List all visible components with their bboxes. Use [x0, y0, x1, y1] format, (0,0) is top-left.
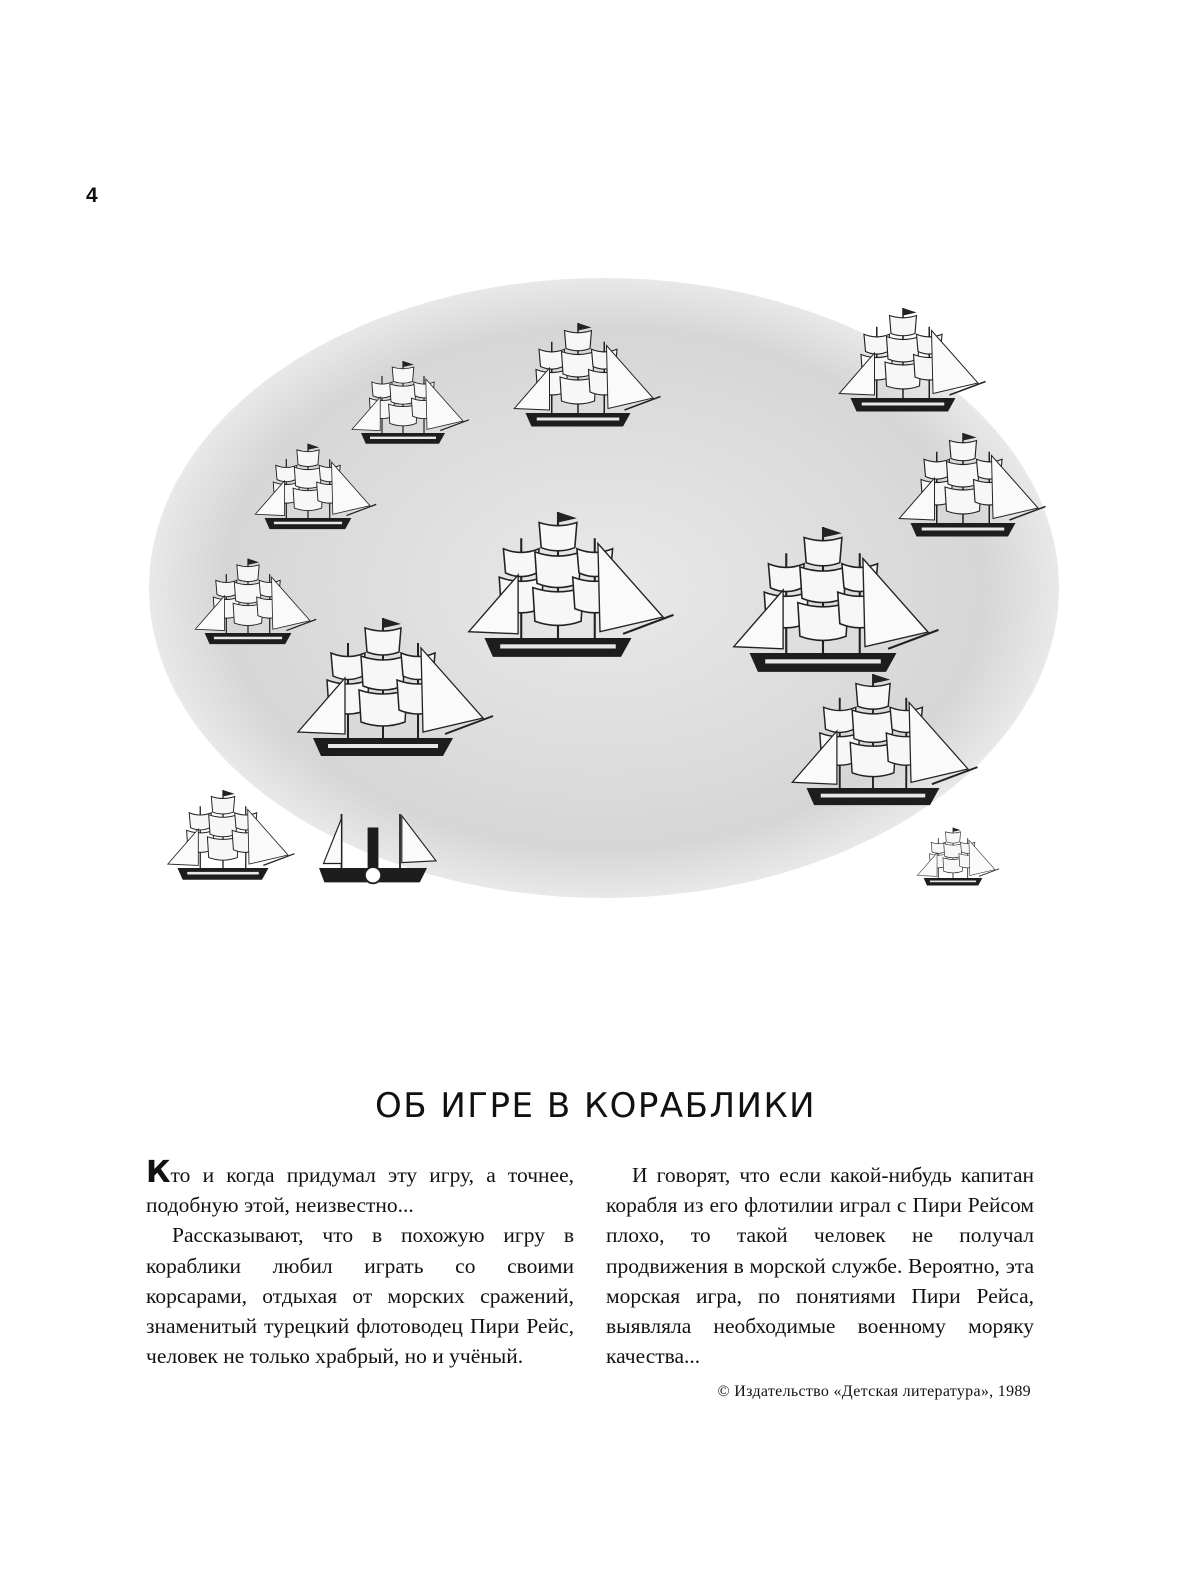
paragraph: Рассказывают, что в похожую игру в кораблики любил играть со своими корсарами, отдыхая от морских сражений, знаменитый турецкий флотоводец Пири Рейс, человек не только храбрый, но и учёный.	[146, 1223, 574, 1369]
page-number: 4	[86, 184, 98, 207]
drop-cap: К	[146, 1155, 171, 1190]
text-column-right	[606, 1160, 1034, 1371]
paragraph: И говорят, что если какой-нибудь капитан корабля из его флотилии играл с Пири Рейсом плохо, то такой человек не получал продвижения в морской службе. Вероятно, эта морская игра, по понятиями Пири Рейса, выявляла необходимые военному моряку качества...	[606, 1163, 1034, 1369]
paragraph-text: то и когда придумал эту игру, а точнее, подобную этой, неизвестно...	[146, 1163, 574, 1218]
page-title: ОБ ИГРЕ В КОРАБЛИКИ	[374, 1086, 817, 1126]
paragraph	[146, 1155, 574, 1220]
sailing-ships-fleet-illustration	[148, 268, 1060, 908]
copyright-line: © Издательство «Детская литература», 1989	[717, 1383, 1031, 1400]
text-column-left	[146, 1155, 574, 1371]
